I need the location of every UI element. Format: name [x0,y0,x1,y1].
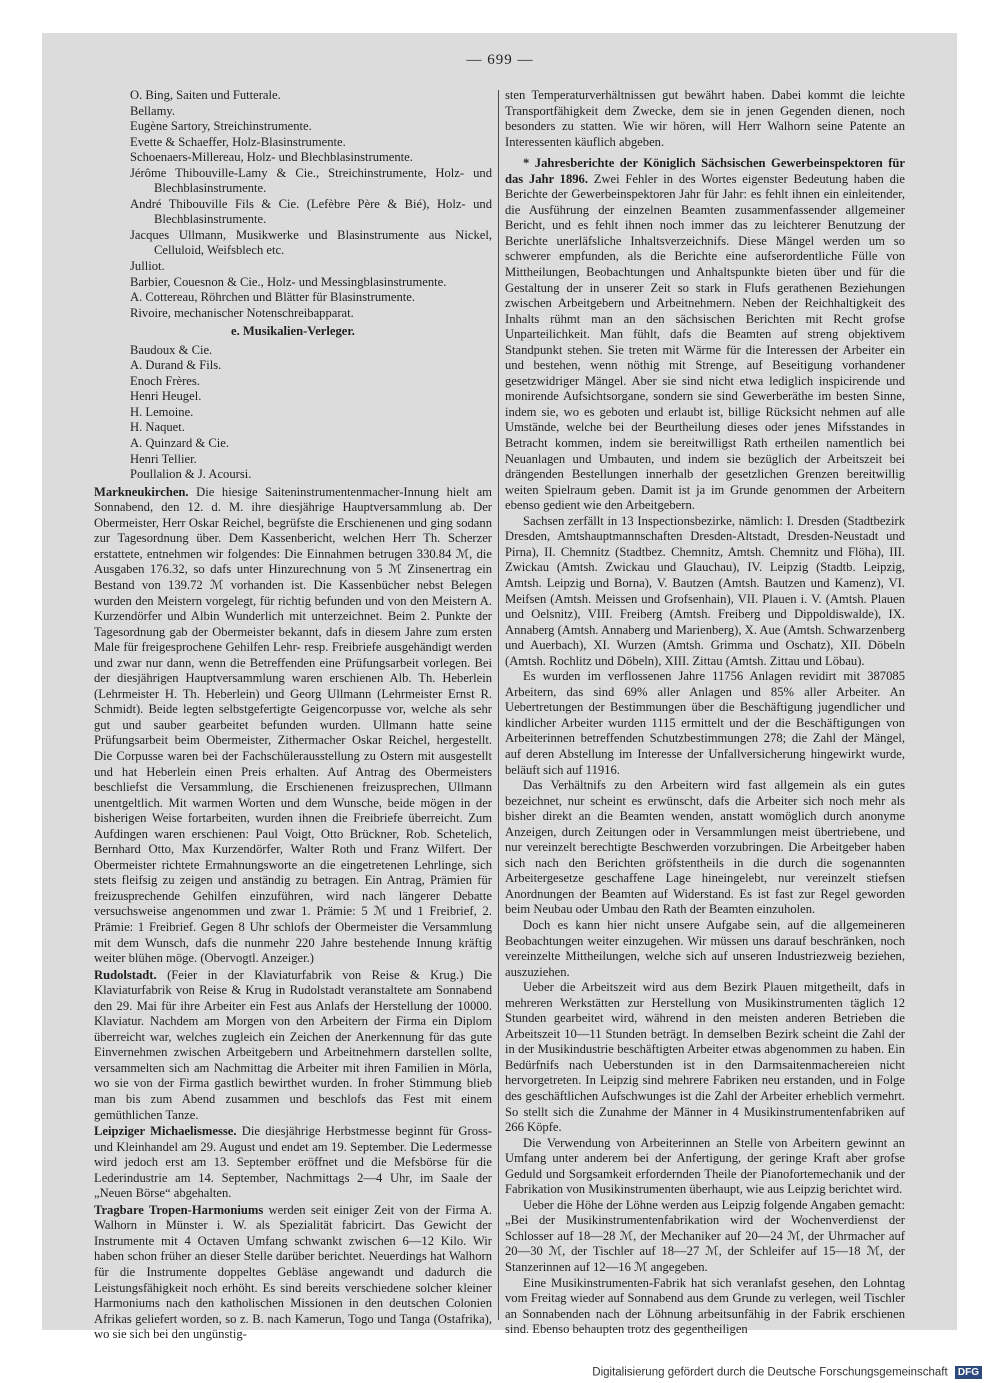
article-paragraph: Eine Musikinstrumenten-Fabrik hat sich veranlafst gesehen, den Lohntag vom Freitag wieder auf Sonnabend aus dem Grunde zu verlegen, weil Tischler an Sonnabenden nach der Löhnung arbeitsunfähig in der Fabrik erschienen sind. Ebenso behaupten trotz des gegentheiligen [505,1275,905,1337]
column-divider [498,90,499,1320]
list-item: A. Durand & Fils. [130,358,222,373]
list-item: A. Cottereau, Röhrchen und Blätter für Blasinstrumente. [130,290,416,305]
list-item: Henri Tellier. [130,451,197,466]
article-body: werden seit einiger Zeit von der Firma A. Walhorn in Münster i. W. als Spezialität fabricirt. Das Gewicht der Instrumente mit 4 Octaven Umfang schwankt zwischen 6—12 Kilo. Wir haben schon früher an dieser Stelle darüber berichtet. Neuerdings hat Walhorn für die Instrumente doppeltes Gebläse angewandt und dadurch die Leistungsfähigkeit noch erhöht. Es sind bereits verschiedene solcher kleiner Harmoniums nach den katholischen Missionen in den deutschen Colonien Afrikas geliefert worden, so z. B. nach Kamerun, Togo und Tanga (Ostafrika), wo sie sich bei den ungünstig- [94,1202,492,1342]
exhibitor-list [94,88,492,321]
list-item: O. Bing, Saiten und Futterale. [130,88,281,102]
article-title: Tragbare Tropen-Harmoniums [94,1202,264,1217]
page-number: — 699 — [466,52,534,68]
article-continuation: sten Temperaturverhältnissen gut bewährt haben. Dabei kommt die leichte Transportfähigkeit dem Zwecke, dem sie in jenen Gegenden dienen, noch besonders zu statten. Wie wir hören, will Herr Walhorn seine Patente an Interessenten käuflich abgeben. [505,88,905,149]
article-title: Leipziger Michaelismesse. [94,1124,237,1139]
list-item: H. Naquet. [130,420,185,435]
list-item: Poullalion & J. Acoursi. [130,467,252,482]
list-item: A. Quinzard & Cie. [130,436,229,451]
list-item: Jérôme Thibouville-Lamy & Cie., Streichinstrumente, Holz- und Blechblasinstrumente. [130,165,492,196]
article-paragraph: Das Verhältnifs zu den Arbeitern wird fast allgemein als ein gutes bezeichnet, nur scheint es erwünscht, dafs die Arbeiter sich noch mehr als bisher direkt an die Beamten wenden, anstatt womöglich durch anonyme Anzeigen, durch Zeitungen oder in Versammlungen meist übertriebene, und nur vereinzelt berechtigte Beschwerden vorzubringen. Die Arbeitgeber haben sich nach den Berichten gröfstentheils in die durch die sogenannten Arbeitergesetze geschaffene Lage hineingelebt, nur vereinzelt stiefsen Anordnungen der Beamten auf Widerstand. Es ist fast zur Regel geworden beim Neubau oder Umbau den Rath der Beamten einzuholen. [505,778,905,917]
article-body: Zwei Fehler in des Wortes eigenster Bedeutung haben die Berichte der Gewerbeinspektoren Jahr für Jahr: es fehlt ihnen ein einleitender, die Ausführung der einzelnen Beamten zusammenfassender allgemeiner Bericht, und es fehlt ihnen noch immer das zu leichterer Benutzung der Berichte unerläfsliche Inhaltsverzeichnifs. Diese Mängel werden um so schwerer empfunden, als die Berichte eine aufserordentliche Fülle von Mittheilungen, Beobachtungen und Anhaltspunkte bieten über und für die Gestaltung der in unserer Zeit so stark in Flufs gerathenen Beziehungen zwischen Arbeitgebern und Arbeitnehmern. Neben der Reichhaltigkeit des Inhalts rühmt man an den sächsischen Berichten mit Recht grofse Unparteilichkeit. Man fühlt, dafs die Beamten auf streng objektivem Standpunkt stehen. Sie treten mit Wärme für die Interessen der Arbeiter ein und bestehen, wenn nöthig mit Strenge, auf Beseitigung vorhandener gesetzwidriger Mängel. Aber sie sind nicht etwa lediglich inspicirende und monirende Aufsichtsorgane, sondern sie sind Gewerberäthe im besten Sinne, indem sie, wo es geboten und erlaubt ist, billige Rücksicht nehmen auf alle Umstände, welche bei der Beurtheilung dieses oder jenes Mifsstandes in Betracht kommen, indem sie bereitwilligst Rath ertheilen namentlich bei Neuanlagen und Umbauten, und indem sie bezüglich der Arbeitszeit bei drängenden Bestellungen innerhalb der gesetzlichen Grenzen bereitwillig weiten Spielraum geben. Damit ist ja im Grunde genommen der Arbeitern ebenso gedient wie den Arbeitgebern. [505,171,905,513]
article-paragraph: Es wurden im verflossenen Jahre 11756 Anlagen revidirt mit 387085 Arbeitern, das sind 69% aller Anlagen und 85% aller Arbeiter. An Uebertretungen der Bestimmungen über die Beschäftigung jugendlicher und kindlicher Arbeiter wurden 1115 ermittelt und der die Beschäftigungen von Arbeiterinnen betreffenden Schutzbestimmungen 278; die Zahl der Mängel, auf deren Abstellung im Interesse der Unfallversicherung hingewirkt wurde, beläuft sich auf 11916. [505,669,905,777]
section-heading: e. Musikalien-Verleger. [231,324,355,339]
article-title: Rudolstadt. [94,967,157,982]
footer-text: Digitalisierung gefördert durch die Deutsche Forschungsgemeinschaft [592,1366,948,1379]
list-item: Barbier, Couesnon & Cie., Holz- und Messingblasinstrumente. [130,274,447,289]
article-body: Die diesjährige Herbstmesse beginnt für Gross- und Kleinhandel am 29. August und endet am 19. September. Die Ledermesse wird jedoch erst am 13. September eröffnet und die Mefsbörse für die Lederindustrie am 14. September, Nachmittags 2—4 Uhr, im Saale der „Neuen Börse“ abgehalten. [94,1124,492,1201]
article-paragraph: Ueber die Höhe der Löhne werden aus Leipzig folgende Angaben gemacht: „Bei der Musikinstrumentenfabrikation wird der Wochenverdienst der Schlosser auf 18—28 ℳ, der Mechaniker auf 20—24 ℳ, der Uhrmacher auf 20—30 ℳ, der Tischler auf 18—27 ℳ, der Schleifer auf 15—18 ℳ, der Stanzerinnen auf 12—16 ℳ angegeben. [505,1197,905,1275]
list-item: Julliot. [130,259,165,274]
article-paragraph: Die Verwendung von Arbeiterinnen an Stelle von Arbeitern gewinnt an Umfang unter anderem bei der Anfertigung, der geringe Kraft aber grofse Geduld und Sorgsamkeit erfordernden Theile der Pianofortemechanik und der Fabrikation von Musikinstrumenten überhaupt, wie aus Leipzig berichtet wird. [505,1135,905,1197]
list-item: Jacques Ullmann, Musikwerke und Blasinstrumente aus Nickel, Celluloid, Weifsblech etc. [130,227,492,258]
list-item: Schoenaers-Millereau, Holz- und Blechblasinstrumente. [130,150,413,165]
right-column [505,88,905,1338]
article-markneukirchen [94,485,492,967]
article-title: Markneukirchen. [94,484,189,499]
article-michaelismesse [94,1124,492,1202]
publisher-list [94,343,492,483]
list-item: Rivoire, mechanischer Notenschreibapparat. [130,305,354,320]
list-item: André Thibouville Fils & Cie. (Lefèbre Père & Bié), Holz- und Blechblasinstrumente. [130,196,492,227]
article-title: * Jahresberichte der Königlich Sächsischen Gewerbeinspektoren für das Jahr 1896. [505,156,905,186]
list-item: Bellamy. [130,103,176,118]
list-item: Baudoux & Cie. [130,342,213,357]
article-paragraph: Doch es kann hier nicht unsere Aufgabe sein, auf die allgemeineren Beobachtungen weiter einzugehen. Wir müssen uns darauf beschränken, noch vereinzelte Mittheilungen, welche sich auf unseren Industriezweig beziehen, auszuziehen. [505,917,905,979]
list-item: Enoch Frères. [130,373,200,388]
article-rudolstadt [94,968,492,1123]
dfg-logo: DFG [955,1366,982,1379]
list-item: H. Lemoine. [130,404,194,419]
article-paragraph: Sachsen zerfällt in 13 Inspectionsbezirke, nämlich: I. Dresden (Stadtbezirk Dresden, Amtshauptmannschaften Dresden-Altstadt, Dresden-Neustadt und Pirna), II. Chemnitz (Stadtbez. Chemnitz, Amtsh. Chemnitz und Flöha), III. Zwickau (Amtsh. Zwickau und Glauchau), IV. Leipzig (Stadtb. Leipzig, Amtsh. Leipzig und Borna), V. Bautzen (Amtsh. Bautzen und Kamenz), VI. Meifsen (Amtsh. Meissen und Grofsenhain), VII. Plauen i. V. (Amtsh. Plauen und Oelsnitz), VIII. Freiberg (Amtsh. Freiberg und Dippoldiswalde), IX. Annaberg (Amtsh. Annaberg und Marienberg), X. Aue (Amtsh. Schwarzenberg und Auerbach), XI. Wurzen (Amtsh. Grimma und Oschatz), XII. Döbeln (Amtsh. Rochlitz und Döbeln), XIII. Zittau (Amtsh. Zittau und Löbau). [505,513,905,668]
article-gewerbeinspektoren [505,156,905,514]
article-body: Die hiesige Saiteninstrumentenmacher-Innung hielt am Sonnabend, den 12. d. M. ihre diesjährige Hauptversammlung ab. Der Obermeister, Herr Oskar Reichel, begrüfste die Erschienenen und ging sodann zur Tagesordnung über. Dem Kassenbericht, welchen Herr Th. Scherzer erstattete, entnehmen wir folgendes: Die Einnahmen betrugen 330.84 ℳ, die Ausgaben 176.32, so dafs unter Hinzurechnung von 5 ℳ Zinsenertrag ein Bestand von 139.72 ℳ vorhanden ist. Die Kassenbücher nebst Belegen wurden den Meistern vorgelegt, für richtig befunden und von den Meistern A. Kurzendörfer und Albin Wunderlich mit unterzeichnet. Beim 2. Punkte der Tagesordnung gab der Obermeister bekannt, dafs in diesem Jahre zum ersten Male für freigesprochene Gehilfen Lehr- resp. Freibriefe ausgehändigt werden und zwar nur dann, wenn die Betreffenden eine Prüfungsarbeit vorlegen. Bei der diesjährigen Hauptversammlung waren erschienen Alb. Th. Heberlein (Lehrmeister H. Th. Heberlein) und Georg Ullmann (Lehrmeister Ernst R. Schmidt). Beide legten selbstgefertigte Geigencorpusse vor, welche als sehr gut und sauber gearbeitet befunden wurden. Ullmann hatte seine Prüfungsarbeit beim Obermeister, Zithermacher Oskar Reichel, hergestellt. Die Corpusse waren bei der Fachschülerausstellung zu Ostern mit ausgestellt und hat Heberlein einen Preis erhalten. Auf Antrag des Obermeisters beschliefst die Versammlung, die Erschienenen freizusprechen, Ullmann unentgeltlich. Mit warmen Worten und dem Wunsche, beide mögen in der bisherigen Weise fortarbeiten, wurden ihnen die Freibriefe überreicht. Zum Aufdingen waren erschienen: Paul Voigt, Otto Brückner, Rob. Schetelich, Bernhard Otto, Max Kurzendörfer, Walter Roth und Franz Wilfert. Der Obermeister richtete Ermahnungsworte an die eingetretenen Lehrlinge, sich stets fleifsig zu zeigen und anständig zu betragen. Ein Antrag, Prämien für freizusprechende Gehilfen einzuführen, wird nach längerer Debatte versuchsweise angenommen und zwar 1. Prämie: 5 ℳ und 1 Freibrief, 2. Prämie: 1 Freibrief. Gegen 8 Uhr schlofs der Obermeister die Versammlung mit dem Wunsch, dafs die nunmehr 220 Jahre bestehende Innung kräftig weiter blühen möge. (Obervogtl. Anzeiger.) [94,484,492,966]
funding-footer [592,1366,982,1379]
article-tropen-harmoniums [94,1203,492,1343]
article-body: (Feier in der Klaviaturfabrik von Reise & Krug.) Die Klaviaturfabrik von Reise & Krug in Rudolstadt veranstaltete am Sonnabend den 29. Mai für ihre Arbeiter ein Fest aus Anlafs der Herstellung der 10000. Klaviatur. Nachdem am Morgen von den Arbeitern der Firma ein Diplom überreicht war, welches zugleich ein Zeichen der Anerkennung für das gute Einvernehmen zwischen Arbeitgebern und Arbeitnehmern darstellen sollte, versammelten sich am Nachmittag die Arbeiter mit ihren Familien in Mörla, wo sie von der Firma gastlich bewirthet wurden. In froher Stimmung blieb man bis zum Abend zusammen und beschlofs das Fest mit einem gemüthlichen Tanze. [94,967,492,1122]
list-item: Henri Heugel. [130,389,202,404]
left-column [94,88,492,1343]
list-item: Evette & Schaeffer, Holz-Blasinstrumente. [130,134,346,149]
list-item: Eugène Sartory, Streichinstrumente. [130,119,312,134]
article-paragraph: Ueber die Arbeitszeit wird aus dem Bezirk Plauen mitgetheilt, dafs in mehreren Werkstätten zur Herstellung von Musikinstrumenten täglich 12 Stunden gearbeitet wird, während in den meisten anderen Betrieben die Arbeitszeit 10—11 Stunden beträgt. In demselben Bezirk scheint die Zahl der in der Musikindustrie beschäftigten Arbeiter etwas abgenommen zu haben. Ein Bedürfnifs nach Ueberstunden ist in den Darmsaitenmachereien nicht hervorgetreten. In Leipzig sind mehrere Fabriken neu erstanden, und in Folge des geschäftlichen Aufschwunges ist die Zahl der Arbeiter erheblich vermehrt. So stellt sich die Zunahme der Männer in 4 Musikinstrumentenfabriken auf 266 Köpfe. [505,980,905,1135]
